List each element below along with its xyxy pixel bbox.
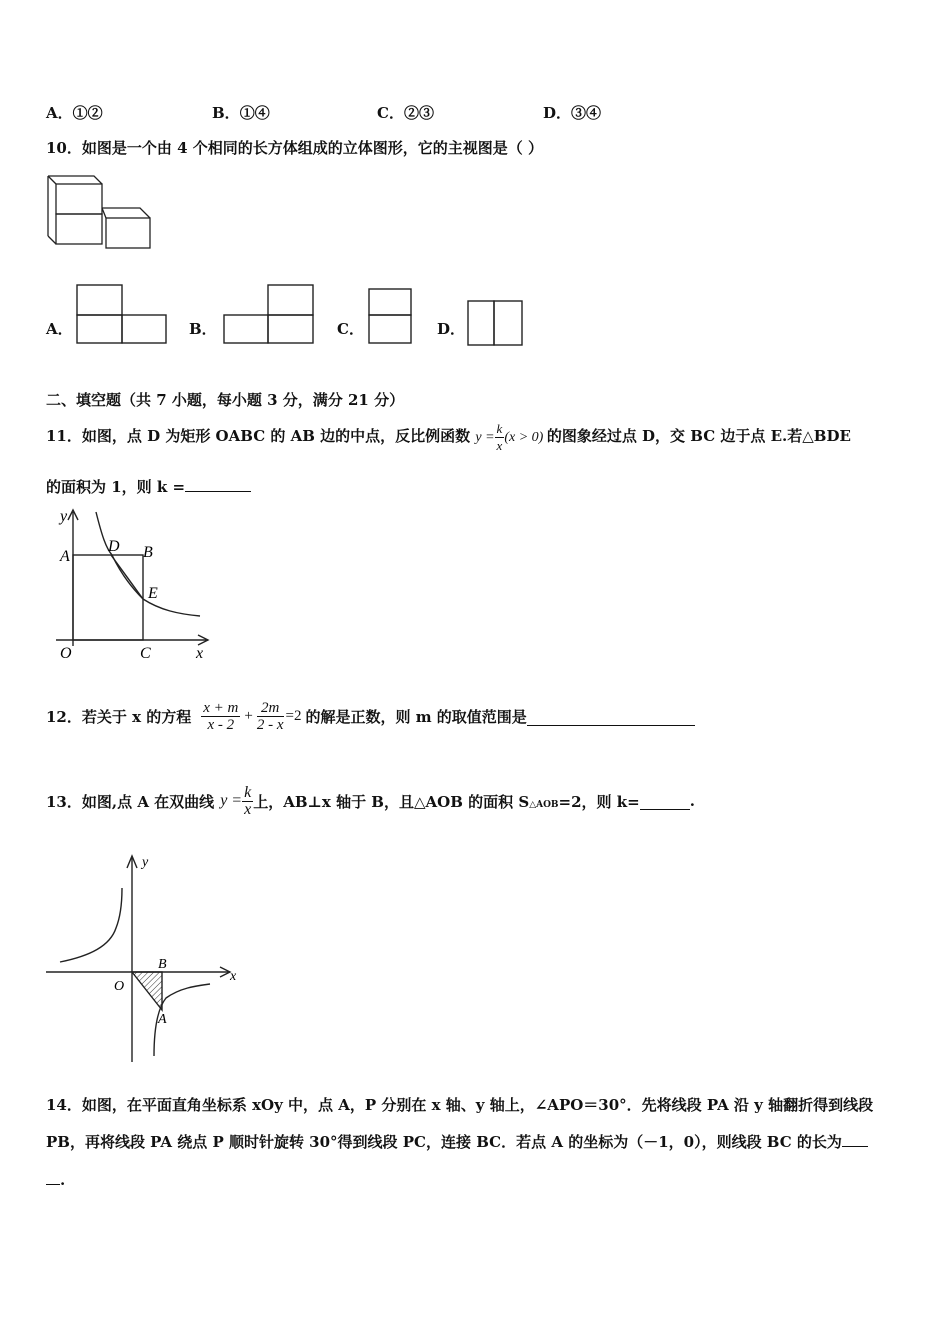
q9-option-d-text: ③④: [571, 104, 602, 122]
q10-option-c-figure: [367, 287, 413, 345]
q10-option-a-figure: [76, 284, 168, 346]
q10-option-b-figure: [222, 284, 316, 346]
q13-func-lhs: y =: [220, 792, 243, 809]
q12-prefix: 12．若关于 x 的方程: [46, 707, 192, 726]
q12-f1-den: x - 2: [207, 716, 235, 733]
q13-sub: △AOB: [529, 800, 559, 810]
q14-line2: [46, 1131, 868, 1152]
q10-option-d-figure: [466, 299, 524, 347]
q11-line2: [46, 476, 251, 497]
q11-func-lhs: y =: [475, 430, 495, 445]
q13-answer-blank[interactable]: [640, 793, 690, 810]
q12-suffix: 的解是正数，则 m 的取值范围是: [305, 707, 527, 726]
q9-option-c: [377, 102, 434, 123]
q13-suffix: =2，则 k=: [558, 792, 640, 811]
q12-answer-blank[interactable]: [527, 707, 695, 726]
q11-function: [475, 421, 546, 454]
q11-label-d: D: [108, 538, 120, 555]
q11-label-y: y: [60, 508, 68, 525]
q13-line: [46, 778, 695, 824]
q14-line1: 14．如图，在平面直角坐标系 xOy 中，点 A，P 分别在 x 轴、y 轴上，∠APO＝30°．先将线段 PA 沿 y 轴翻折得到线段: [46, 1096, 874, 1114]
q14-answer-blank-1[interactable]: [842, 1132, 868, 1147]
q11-line2-text: 的面积为 1，则 k =: [46, 478, 186, 496]
q10-option-c-label: C．: [337, 320, 364, 338]
q13-prefix: 13．如图,点 A 在双曲线: [46, 792, 215, 811]
q13-label-o: O: [114, 979, 125, 994]
q9-option-a: [46, 102, 103, 123]
q10-solid-figure: [44, 172, 156, 254]
q13-graph: [40, 848, 250, 1068]
q13-label-x: x: [230, 969, 237, 984]
q10-option-a-label: A．: [46, 320, 73, 338]
q11-label-o: O: [60, 645, 72, 662]
q12-equation: [201, 700, 301, 733]
q12-f2-num: 2m: [257, 700, 284, 717]
q13-label-y: y: [142, 855, 149, 870]
q11-func-den: x: [496, 438, 503, 454]
q14-line3: [46, 1170, 65, 1189]
q11-func-num: k: [496, 421, 503, 437]
q10-option-b-label: B．: [189, 320, 217, 338]
q11-label-e: E: [148, 585, 158, 602]
q11-line1: [46, 418, 851, 456]
q11-answer-blank[interactable]: [185, 491, 251, 492]
q12-f1-num: x + m: [203, 699, 239, 716]
q12-line: [46, 694, 695, 738]
q9-option-a-letter: A．: [46, 104, 73, 122]
q11-suffix: 的图象经过点 D，交 BC 边于点 E.若△BDE: [546, 427, 851, 445]
q12-plus: +: [244, 707, 253, 724]
q9-option-b: [212, 102, 270, 123]
q13-func-num: k: [244, 783, 252, 801]
q11-label-b: B: [143, 544, 153, 561]
q9-option-b-text: ①④: [239, 104, 270, 122]
q11-func-cond: (x > 0): [504, 430, 544, 445]
q13-end: .: [689, 792, 695, 810]
q10-stem: 10．如图是一个由 4 个相同的长方体组成的立体图形，它的主视图是（ ）: [46, 139, 543, 157]
q13-func-den: x: [244, 800, 252, 818]
section-2-title: 二、填空题（共 7 小题，每小题 3 分，满分 21 分）: [46, 391, 405, 409]
q12-f2-den: 2 - x: [256, 716, 284, 733]
q9-option-b-letter: B．: [212, 104, 240, 122]
q12-eq: =2: [285, 707, 302, 724]
q11-label-x: x: [196, 645, 204, 662]
q9-option-d: [543, 102, 601, 123]
q13-mid: 上，AB⊥x 轴于 B，且△AOB 的面积 S: [253, 792, 530, 811]
q13-label-b: B: [158, 957, 167, 972]
q11-prefix: 11．如图，点 D 为矩形 OABC 的 AB 边的中点，反比例函数: [46, 427, 471, 445]
q13-triangle-aob: [132, 972, 162, 1010]
q9-option-d-letter: D．: [543, 104, 572, 122]
q11-label-a: A: [60, 548, 70, 565]
q10-option-d-label: D．: [437, 320, 466, 338]
q11-label-c: C: [140, 645, 151, 662]
q13-label-a: A: [158, 1012, 167, 1027]
q9-option-a-text: ①②: [72, 104, 103, 122]
q11-rectangle: [73, 555, 143, 640]
q13-hyperbola-branch-2: [60, 888, 122, 962]
q9-option-c-letter: C．: [377, 104, 404, 122]
q14-line3-end: .: [60, 1171, 66, 1189]
q9-option-c-text: ②③: [403, 104, 434, 122]
q14-answer-blank-2[interactable]: [46, 1170, 60, 1185]
q13-function: [220, 785, 253, 818]
q11-graph: [48, 506, 218, 666]
q14-line2-text: PB，再将线段 PA 绕点 P 顺时针旋转 30°得到线段 PC，连接 BC．若点 A 的坐标为（－1，0），则线段 BC 的长为: [46, 1133, 842, 1151]
